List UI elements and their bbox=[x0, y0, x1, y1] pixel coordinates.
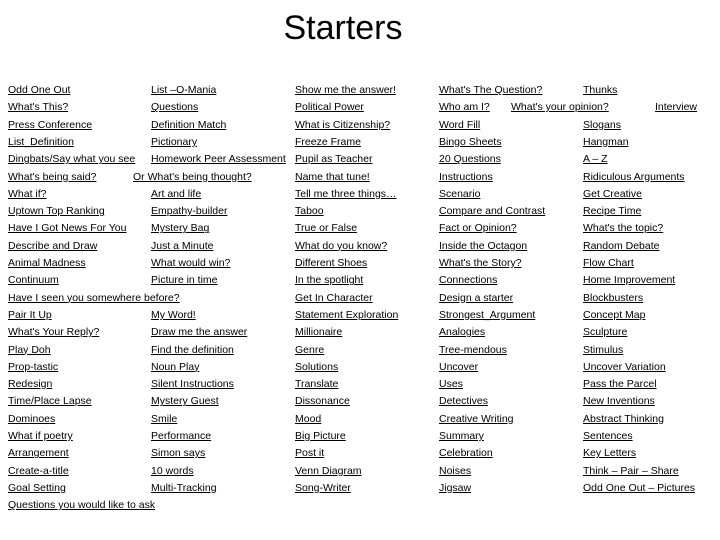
starter-link[interactable]: Noises bbox=[439, 464, 472, 477]
starter-link[interactable]: Get Creative bbox=[583, 187, 642, 200]
starter-link[interactable]: Word Fill bbox=[439, 118, 481, 131]
starter-link[interactable]: Prop-tastic bbox=[8, 360, 59, 373]
starter-link[interactable]: Statement Exploration bbox=[295, 308, 399, 321]
starter-link[interactable]: Strongest_Argument bbox=[439, 308, 536, 321]
starter-link[interactable]: Instructions bbox=[439, 170, 493, 183]
starter-link[interactable]: Pictionary bbox=[151, 135, 198, 148]
starter-link[interactable]: Definition Match bbox=[151, 118, 227, 131]
starter-link[interactable]: Empathy-builder bbox=[151, 205, 228, 218]
starter-link[interactable]: 10 words bbox=[151, 464, 194, 477]
starter-link[interactable]: Translate bbox=[295, 378, 339, 391]
starter-link[interactable]: Pass the Parcel bbox=[583, 378, 657, 391]
starter-link[interactable]: What's being said? bbox=[8, 170, 97, 183]
starter-link[interactable]: What if poetry bbox=[8, 430, 73, 442]
starter-link[interactable]: Uses bbox=[439, 378, 463, 391]
starter-link[interactable]: New Inventions bbox=[583, 395, 655, 408]
starter-link[interactable]: Homework Peer Assessment bbox=[151, 153, 286, 166]
starter-link[interactable]: Arrangement bbox=[8, 447, 69, 460]
starter-link[interactable]: Find the definition bbox=[151, 343, 234, 356]
starter-link[interactable]: Big Picture bbox=[295, 430, 346, 442]
starter-link[interactable]: Noun Play bbox=[151, 360, 200, 373]
starter-link[interactable]: Think – Pair – Share bbox=[583, 464, 679, 477]
starter-link[interactable]: Create-a-title bbox=[8, 464, 69, 477]
starter-link[interactable]: Genre bbox=[295, 343, 325, 356]
starter-link[interactable]: Get In Character bbox=[295, 291, 373, 304]
starter-link[interactable]: Uptown Top Ranking bbox=[8, 205, 105, 218]
starter-link[interactable]: Uncover bbox=[439, 360, 479, 373]
starter-link[interactable]: Slogans bbox=[583, 118, 621, 131]
starter-link[interactable]: Art and life bbox=[151, 187, 202, 200]
starter-link[interactable]: Pair It Up bbox=[8, 308, 52, 321]
starter-link[interactable]: What if? bbox=[8, 187, 47, 200]
starter-link[interactable]: Questions bbox=[151, 101, 199, 114]
starter-link[interactable]: Summary bbox=[439, 430, 484, 442]
starter-link[interactable]: Celebration bbox=[439, 447, 493, 460]
starter-link[interactable]: What do you know? bbox=[295, 239, 388, 252]
starter-link[interactable]: What is Citizenship? bbox=[295, 118, 391, 131]
starter-link[interactable]: Connections bbox=[439, 274, 498, 287]
starter-link[interactable]: Dissonance bbox=[295, 395, 350, 408]
starter-link[interactable]: Time/Place Lapse bbox=[8, 395, 92, 408]
starter-link[interactable]: Solutions bbox=[295, 360, 339, 373]
starter-link[interactable]: Flow Chart bbox=[583, 257, 634, 269]
starter-link[interactable]: Freeze Frame bbox=[295, 135, 361, 148]
starter-link[interactable]: Dominoes bbox=[8, 412, 56, 425]
starter-link[interactable]: Show me the answer! bbox=[295, 84, 396, 96]
starter-link[interactable]: Home Improvement bbox=[583, 274, 676, 287]
starter-link[interactable]: Pupil as Teacher bbox=[295, 153, 373, 166]
starter-link[interactable]: Inside the Octagon bbox=[439, 239, 528, 252]
starter-link[interactable]: True or False bbox=[295, 222, 358, 235]
starter-link[interactable]: Different Shoes bbox=[295, 257, 368, 269]
starter-link[interactable]: What's the topic? bbox=[583, 222, 664, 235]
starter-link[interactable]: Redesign bbox=[8, 378, 53, 391]
starter-link[interactable]: Sentences bbox=[583, 430, 633, 442]
starter-link[interactable]: Tree-mendous bbox=[439, 343, 507, 356]
starter-link[interactable]: Random Debate bbox=[583, 239, 660, 252]
starter-link[interactable]: Play Doh bbox=[8, 343, 51, 356]
starter-link[interactable]: Bingo Sheets bbox=[439, 135, 502, 148]
starter-link[interactable]: Press Conference bbox=[8, 118, 93, 131]
starter-link[interactable]: Thunks bbox=[583, 84, 618, 96]
starter-link[interactable]: Political Power bbox=[295, 101, 364, 114]
starter-link[interactable]: Hangman bbox=[583, 135, 629, 148]
starter-link[interactable]: Venn Diagram bbox=[295, 464, 362, 477]
starter-link[interactable]: Creative Writing bbox=[439, 412, 514, 425]
starter-link[interactable]: Draw me the answer bbox=[151, 326, 248, 339]
starter-link[interactable]: In the spotlight bbox=[295, 274, 364, 287]
starter-link[interactable]: What's The Question? bbox=[439, 84, 543, 96]
starter-link[interactable]: Multi-Tracking bbox=[151, 481, 217, 494]
starter-link[interactable]: Design a starter bbox=[439, 291, 514, 304]
starter-link[interactable]: Just a Minute bbox=[151, 239, 214, 252]
starter-link[interactable]: Uncover Variation bbox=[583, 360, 666, 373]
starter-link[interactable]: Mystery Bag bbox=[151, 222, 210, 235]
starter-link[interactable]: Tell me three things… bbox=[295, 187, 397, 200]
starter-link[interactable]: Concept Map bbox=[583, 308, 646, 321]
starter-link[interactable]: Describe and Draw bbox=[8, 239, 98, 252]
starter-link[interactable]: Odd One Out bbox=[8, 84, 71, 96]
starter-link[interactable]: Mystery Guest bbox=[151, 395, 219, 408]
starter-link[interactable]: Have I Got News For You bbox=[8, 222, 127, 235]
starter-link[interactable]: What would win? bbox=[151, 257, 231, 269]
starter-link[interactable]: Sculpture bbox=[583, 326, 628, 339]
starter-link[interactable]: Performance bbox=[151, 430, 212, 442]
starter-link[interactable]: Detectives bbox=[439, 395, 489, 408]
starter-link[interactable]: What's the Story? bbox=[439, 257, 522, 269]
starter-link[interactable]: Simon says bbox=[151, 447, 206, 460]
starter-link[interactable]: Continuum bbox=[8, 274, 59, 287]
starter-link[interactable]: Compare and Contrast bbox=[439, 205, 546, 218]
starter-link[interactable]: List –O-Mania bbox=[151, 84, 217, 96]
starter-link[interactable]: 20 Questions bbox=[439, 153, 501, 166]
starter-link[interactable]: Jigsaw bbox=[439, 481, 472, 494]
starter-link[interactable]: Picture in time bbox=[151, 274, 218, 287]
starter-link[interactable]: Post it bbox=[295, 447, 325, 460]
starter-link[interactable]: Mood bbox=[295, 412, 322, 425]
starter-link[interactable]: Recipe Time bbox=[583, 205, 642, 218]
starter-link[interactable]: Dingbats/Say what you see bbox=[8, 153, 136, 166]
starter-link[interactable]: Name that tune! bbox=[295, 170, 370, 183]
starter-link[interactable]: Smile bbox=[151, 412, 178, 425]
starter-link[interactable]: A – Z bbox=[583, 153, 608, 166]
starter-link[interactable]: Analogies bbox=[439, 326, 486, 339]
starter-link[interactable]: List_Definition bbox=[8, 135, 74, 148]
starter-link[interactable]: Scenario bbox=[439, 187, 481, 200]
starter-link[interactable]: Millionaire bbox=[295, 326, 343, 339]
starter-link[interactable]: Or What's being thought? bbox=[133, 170, 252, 183]
starter-link[interactable]: Taboo bbox=[295, 205, 324, 218]
starter-link[interactable]: Ridiculous Arguments bbox=[583, 170, 685, 183]
starter-link[interactable]: Blockbusters bbox=[583, 291, 644, 304]
starter-link[interactable]: Song-Writer bbox=[295, 481, 351, 494]
starter-link[interactable]: Animal Madness bbox=[8, 257, 86, 269]
starter-link[interactable]: What's your opinion? bbox=[511, 101, 609, 114]
starter-link[interactable]: Who am I? bbox=[439, 101, 490, 114]
starter-link[interactable]: Silent Instructions bbox=[151, 378, 234, 391]
starter-link[interactable]: Have I seen you somewhere before? bbox=[8, 291, 180, 304]
starter-link[interactable]: Goal Setting bbox=[8, 481, 66, 494]
starter-link[interactable]: Interview bbox=[655, 101, 698, 114]
starter-link[interactable]: My Word! bbox=[151, 308, 196, 321]
page-title: Starters bbox=[283, 9, 403, 47]
starter-link[interactable]: Stimulus bbox=[583, 343, 624, 356]
starter-link[interactable]: Abstract Thinking bbox=[583, 412, 664, 425]
starter-link[interactable]: Fact or Opinion? bbox=[439, 222, 517, 235]
starter-link[interactable]: What's Your Reply? bbox=[8, 326, 100, 339]
starter-link[interactable]: What's This? bbox=[8, 101, 69, 114]
starter-link[interactable]: Key Letters bbox=[583, 447, 637, 460]
starter-link[interactable]: Odd One Out – Pictures bbox=[583, 481, 696, 494]
starter-link[interactable]: Questions you would like to ask bbox=[8, 499, 156, 512]
